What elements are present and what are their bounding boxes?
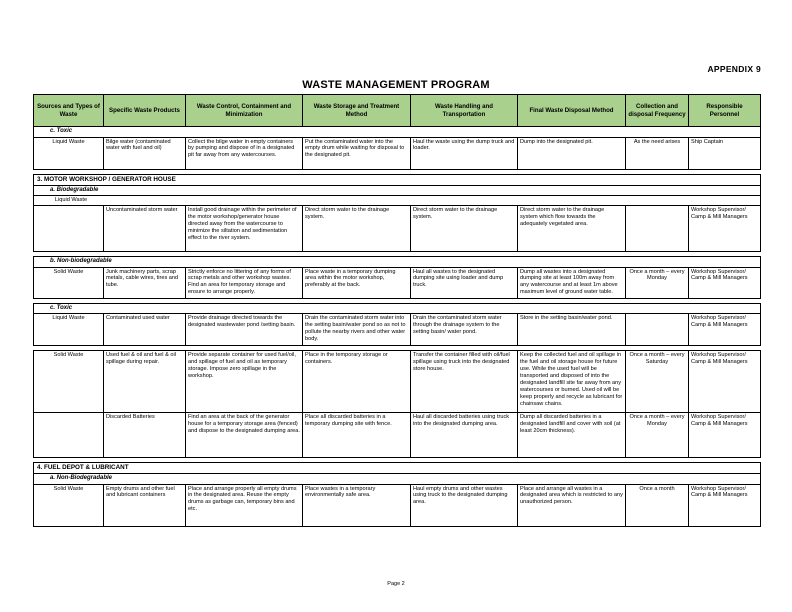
table-cell: Liquid Waste <box>34 314 104 346</box>
section-label: 4. FUEL DEPOT & LUBRICANT <box>34 463 761 474</box>
subsection-row <box>34 257 761 268</box>
table-cell: Used fuel & oil and fuel & oil spillage during repair. <box>104 351 186 413</box>
table-cell: Place waste in a temporary dumping area within the motor workshop, preferably at the back. <box>303 267 411 298</box>
section-label: a. Non-Biodegradable <box>34 474 761 485</box>
table-row <box>34 351 761 413</box>
subsection-row <box>34 474 761 485</box>
column-header: Specific Waste Products <box>104 95 186 127</box>
table-cell: Dump all discarded batteries in a designated landfill and cover with soil (at least 20cm thickness). <box>518 413 626 458</box>
subsection-row <box>34 303 761 314</box>
table-cell: Bilge water (contaminated water with fuel and oil) <box>104 137 186 169</box>
section-row <box>34 463 761 474</box>
section-label: c. Toxic <box>34 303 761 314</box>
waste-type-row <box>34 196 761 206</box>
table-cell: Workshop Supervisor/ Camp & Mill Managers <box>689 413 761 458</box>
table-cell: Place wastes in a temporary environmentally safe area. <box>303 484 411 526</box>
column-header: Sources and Types of Waste <box>34 95 104 127</box>
table-cell: Place and arrange properly all empty drums in the designated area. Reuse the empty drums as garbage can, temporary bins and etc. <box>186 484 303 526</box>
section-label: c. Toxic <box>34 127 761 138</box>
table-cell: Install good drainage within the perimeter of the motor workshop/generator house directed away from the watercourse to minimize the siltation and sedimentation effect to the river system. <box>186 206 303 252</box>
table-cell: Keep the collected fuel and oil spillage in the fuel and oil storage house for future use. While the used fuel will be transported and disposed of into the designated landfill site far away from any watercourses or burned. Used oil will be keep properly and recycle as lubricant for chainsaw chains. <box>518 351 626 413</box>
page-number: Page 2 <box>387 581 405 587</box>
table-cell: Store in the setting basin/water pond. <box>518 314 626 346</box>
table-cell: Workshop Supervisor/ Camp & Mill Managers <box>689 484 761 526</box>
waste-table-block <box>33 174 761 253</box>
table-cell: Solid Waste <box>34 484 104 526</box>
table-cell: Empty drums and other fuel and lubricant containers <box>104 484 186 526</box>
table-row <box>34 267 761 298</box>
table-cell <box>626 314 689 346</box>
table-cell: Collect the bilge water in empty containers by pumping and dispose of in a designated pit far away from any watercourses. <box>186 137 303 169</box>
waste-table-block <box>33 303 761 347</box>
table-row <box>34 413 761 458</box>
table-cell: Workshop Supervisor/ Camp & Mill Managers <box>689 351 761 413</box>
appendix-label: APPENDIX 9 <box>707 64 761 74</box>
table-cell: Direct storm water to the drainage system. <box>411 206 518 252</box>
table-cell: Drain the contaminated storm water through the drainage system to the setting basin/ water pond. <box>411 314 518 346</box>
table-cell: Haul the waste using the dump truck and loader. <box>411 137 518 169</box>
table-cell: Place in the temporary storage or containers. <box>303 351 411 413</box>
table-cell: Place all discarded batteries in a temporary dumping site with fence. <box>303 413 411 458</box>
table-row <box>34 484 761 526</box>
table-row <box>34 206 761 252</box>
table-cell: Drain the contaminated storm water into the setting basin/water pond so as not to pollute the nearby rivers and other water body. <box>303 314 411 346</box>
table-cell: Contaminated used water <box>104 314 186 346</box>
section-label: a. Biodegradable <box>34 185 761 196</box>
table-cell: Provide drainage directed towards the designated wastewater pond /setting basin. <box>186 314 303 346</box>
table-cell: Haul all wastes to the designated dumping site using loader and dump truck. <box>411 267 518 298</box>
column-header: Final Waste Disposal Method <box>518 95 626 127</box>
table-cell: Transfer the container filled with oil/fuel spillage using truck into the designated store house. <box>411 351 518 413</box>
column-header: Responsible Personnel <box>689 95 761 127</box>
table-cell: Discarded Batteries <box>104 413 186 458</box>
section-row <box>34 174 761 185</box>
table-cell: Once a month – every Saturday <box>626 351 689 413</box>
column-header: Waste Storage and Treatment Method <box>303 95 411 127</box>
table-header-row <box>34 95 761 127</box>
table-cell <box>626 206 689 252</box>
table-cell: Haul all discarded batteries using truck into the designated dumping area. <box>411 413 518 458</box>
waste-table-block <box>33 350 761 458</box>
table-cell: Direct storm water to the drainage system. <box>303 206 411 252</box>
waste-table-block <box>33 462 761 527</box>
table-cell: Put the contaminated water into the empty drum while waiting for disposal to the designated pit. <box>303 137 411 169</box>
section-label: 3. MOTOR WORKSHOP / GENERATOR HOUSE <box>34 174 761 185</box>
table-cell: Provide separate container for used fuel/oil, and spillage of fuel and oil as temporary storage. Impose zero spillage in the workshop. <box>186 351 303 413</box>
table-cell <box>34 206 104 252</box>
table-cell: Solid Waste <box>34 351 104 413</box>
table-cell: Liquid Waste <box>34 137 104 169</box>
table-cell: Strictly enforce no littering of any forms of scrap metals and other workshop wastes. Find an area for temporary storage and ensure to arrange properly. <box>186 267 303 298</box>
table-cell: Haul empty drums and other wastes using truck to the designated dumping area. <box>411 484 518 526</box>
subsection-row <box>34 127 761 138</box>
table-cell: Workshop Supervisor/ Camp & Mill Managers <box>689 267 761 298</box>
waste-table-block <box>33 94 761 170</box>
table-cell: Workshop Supervisor/ Camp & Mill Managers <box>689 314 761 346</box>
table-cell <box>34 413 104 458</box>
table-row <box>34 314 761 346</box>
table-cell: Workshop Supervisor/ Camp & Mill Managers <box>689 206 761 252</box>
table-cell: Once a month <box>626 484 689 526</box>
table-cell: Dump all wastes into a designated dumping site at least 100m away from any watercourse and at least 1m above maximum level of ground water table. <box>518 267 626 298</box>
subsection-row <box>34 185 761 196</box>
table-cell: As the need arises <box>626 137 689 169</box>
waste-table-block <box>33 256 761 299</box>
page-title: WASTE MANAGEMENT PROGRAM <box>302 79 490 91</box>
table-cell: Dump into the designated pit. <box>518 137 626 169</box>
table-cell: Uncontaminated storm water <box>104 206 186 252</box>
table-cell: Solid Waste <box>34 267 104 298</box>
table-cell: Find an area at the back of the generator house for a temporary storage area (fenced) and dispose to the designated dumping area. <box>186 413 303 458</box>
table-cell: Once a month – every Monday <box>626 413 689 458</box>
table-cell: Ship Captain <box>689 137 761 169</box>
table-cell: Direct storm water to the drainage system which flow towards the adequately vegetated area. <box>518 206 626 252</box>
table-cell: Once a month – every Monday <box>626 267 689 298</box>
column-header: Waste Handling and Transportation <box>411 95 518 127</box>
column-header: Waste Control, Containment and Minimization <box>186 95 303 127</box>
table-blocks <box>33 94 761 531</box>
column-header: Collection and disposal Frequency <box>626 95 689 127</box>
waste-type-label: Liquid Waste <box>54 197 88 203</box>
section-label: b. Non-biodegradable <box>34 257 761 268</box>
table-row <box>34 137 761 169</box>
table-cell: Place and arrange all wastes in a designated area which is restricted to any unauthorized person. <box>518 484 626 526</box>
table-cell: Junk machinery parts, scrap metals, cable wires, tires and tube. <box>104 267 186 298</box>
